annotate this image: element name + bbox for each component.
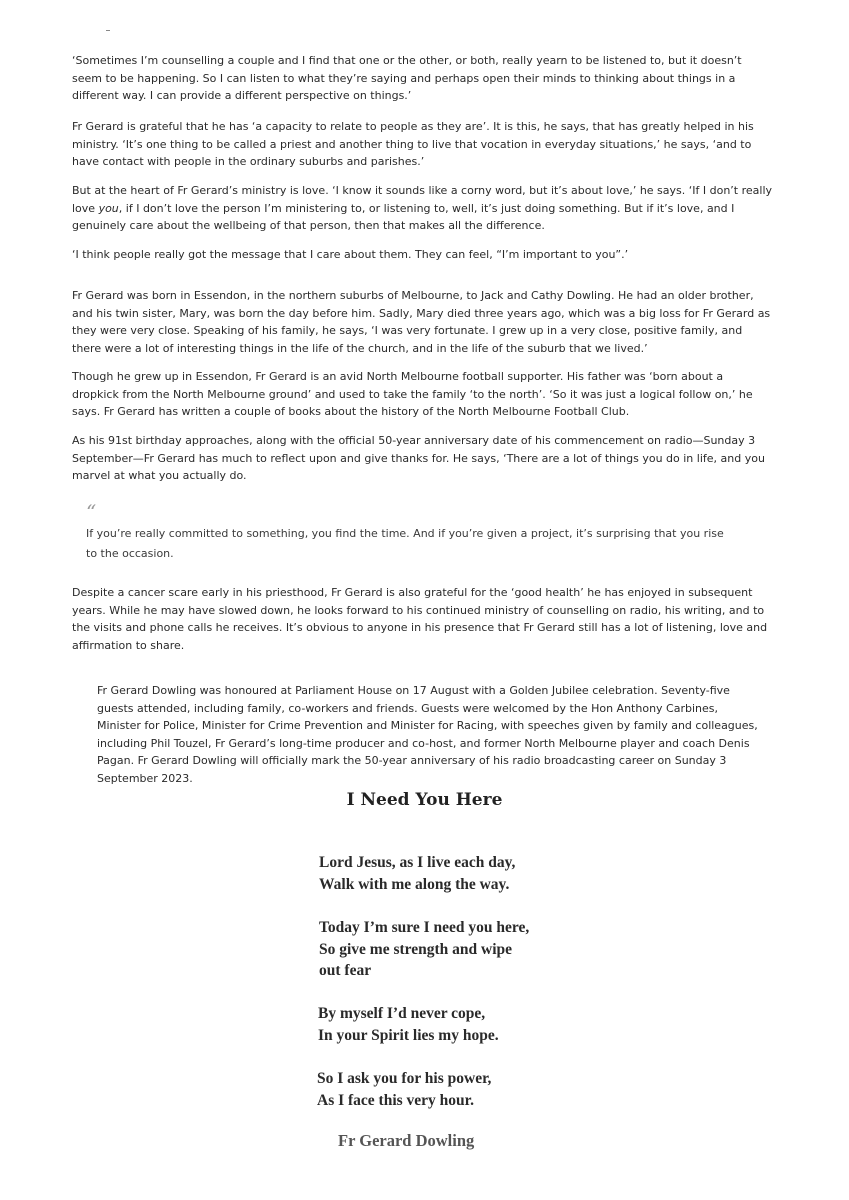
poem-stanza-2 (319, 917, 529, 982)
poem-line: By myself I’d never cope, (318, 1005, 486, 1022)
paragraph-family: Fr Gerard was born in Essendon, in the northern suburbs of Melbourne, to Jack and Cathy Dowling. He had an older brother, and his twin sister, Mary, was born the day before him. Sadly, Mary died three years ago, which was a big loss for Fr Gerard as they were very close. Speaking of his family, he says, ‘I was very fortunate. I grew up in a very close, positive family, and there were a lot of interesting things in the life of the church, and in the life of the suburb that we lived.’ (72, 289, 771, 355)
pull-quote: If you’re really committed to something, you find the time. And if you’re given a project, it’s surprising that you rise to the occasion. (86, 527, 724, 560)
poem-line: Walk with me along the way. (319, 875, 510, 893)
jubilee-notice: Fr Gerard Dowling was honoured at Parliament House on 17 August with a Golden Jubilee celebration. Seventy-five guests attended, including family, co-workers and friends. Guests were welcomed by the Hon Anthony Carbines, Minister for Police, Minister for Crime Prevention and Minister for Racing, with speeches given by family and colleagues, including Phil Touzel, Fr Gerard’s long-time producer and co-host, and former North Melbourne player and coach Denis Pagan. Fr Gerard Dowling will officially mark the 50-year anniversary of his radio broadcasting career on Sunday 3 September 2023. (97, 684, 758, 785)
poem-line: In your Spirit lies my hope. (318, 1026, 499, 1044)
paragraph-health: Despite a cancer scare early in his priesthood, Fr Gerard is also grateful for the ‘good health’ he has enjoyed in subsequent years. While he may have slowed down, he looks forward to his continued ministry of counselling on radio, his writing, and to the visits and phone calls he receives. It’s obvious to anyone in his presence that Fr Gerard still has a lot of listening, love and affirmation to share. (72, 586, 768, 652)
poem-line: So I ask you for his power, (317, 1070, 492, 1087)
poem-stanza-4 (317, 1068, 491, 1111)
paragraph-birthday: As his 91st birthday approaches, along with the official 50-year anniversary date of his commencement on radio—Sunday 3 September—Fr Gerard has much to reflect upon and give thanks for. He says, ‘There are a lot of things you do in life, and you marvel at what you actually do. (72, 434, 765, 482)
poem-author: Fr Gerard Dowling (338, 1131, 475, 1150)
poem-stanza-1 (319, 852, 515, 895)
paragraph-message: ‘I think people really got the message that I care about them. They can feel, “I’m important to you”.’ (72, 248, 629, 261)
poem-line: Lord Jesus, as I live each day, (319, 854, 516, 871)
poem-line: out fear (319, 962, 372, 979)
poem-title: I Need You Here (346, 790, 503, 810)
poem-line: So give me strength and wipe (319, 940, 513, 958)
paragraph-football: Though he grew up in Essendon, Fr Gerard is an avid North Melbourne football supporter. His father was ‘born about a dropkick from the North Melbourne ground’ and used to take the family ‘to the north’. ‘So it was just a logical follow on,’ he says. Fr Gerard has written a couple of books about the history of the North Melbourne Football Club. (72, 370, 753, 418)
poem-stanza-3 (318, 1003, 499, 1046)
paragraph-love: But at the heart of Fr Gerard’s ministry is love. ‘I know it sounds like a corny word, but it’s about love,’ he says. ‘If I don’t really love you, if I don’t love the person I’m ministering to, or listening to, well, it’s just doing something. But if it’s love, and I genuinely care about the wellbeing of that person, then that makes all the difference. (72, 184, 773, 232)
poem-line: Today I’m sure I need you here, (319, 919, 530, 936)
paragraph-counselling: ‘Sometimes I’m counselling a couple and I find that one or the other, or both, really yearn to be listened to, but it doesn’t seem to be happening. So I can listen to what they’re saying and perhaps open their minds to thinking about things in a different way. I can provide a different perspective on things.’ (72, 54, 742, 102)
poem-line: As I face this very hour. (317, 1091, 475, 1109)
emphasis-word: you (98, 201, 119, 215)
paragraph-capacity: Fr Gerard is grateful that he has ‘a capacity to relate to people as they are’. It is this, he says, that has greatly helped in his ministry. ‘It’s one thing to be called a priest and another thing to live that vocation in everyday situations,’ he says, ‘and to have contact with people in the ordinary suburbs and parishes.’ (72, 120, 754, 168)
quote-mark-icon: “ (86, 500, 97, 524)
scan-mark (106, 30, 110, 31)
